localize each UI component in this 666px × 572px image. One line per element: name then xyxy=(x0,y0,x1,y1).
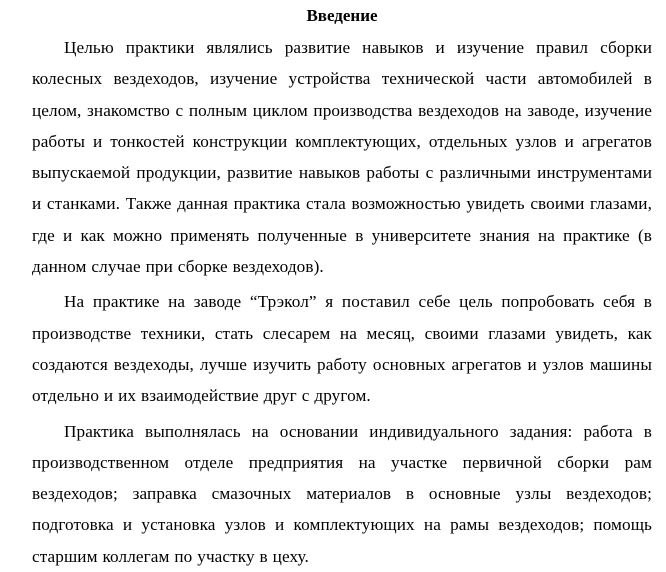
paragraph-3: Практика выполнялась на основании индивидуального задания: работа в производственном отделе предприятия на участке первичной сборки рам вездеходов; заправка смазочных материалов в основные узлы вездеходов; подготовка и установка узлов и комплектующих на рамы вездеходов; помощь старшим коллегам по участку в цеху. xyxy=(32,421,652,566)
paragraph-2: На практике на заводе “Трэкол” я поставил себе цель попробовать себя в производстве техники, стать слесарем на месяц, своими глазами увидеть, как создаются вездеходы, лучше изучить работу основных агрегатов и узлов машины отдельно и их взаимодействие друг с другом. xyxy=(32,292,652,406)
document-title: Введение xyxy=(306,6,378,25)
paragraph-1: Целью практики являлись развитие навыков и изучение правил сборки колесных вездеходов, изучение устройства технической части автомобилей в целом, знакомство с полным циклом производства вездеходов на заводе, изучение работы и тонкостей конструкции комплектующих, отдельных узлов и агрегатов выпускаемой продукции, развитие навыков работы с различными инструментами и станками. Также данная практика стала возможностью увидеть своими глазами, где и как можно применять полученные в университете знания на практике (в данном случае при сборке вездеходов). xyxy=(32,38,652,277)
